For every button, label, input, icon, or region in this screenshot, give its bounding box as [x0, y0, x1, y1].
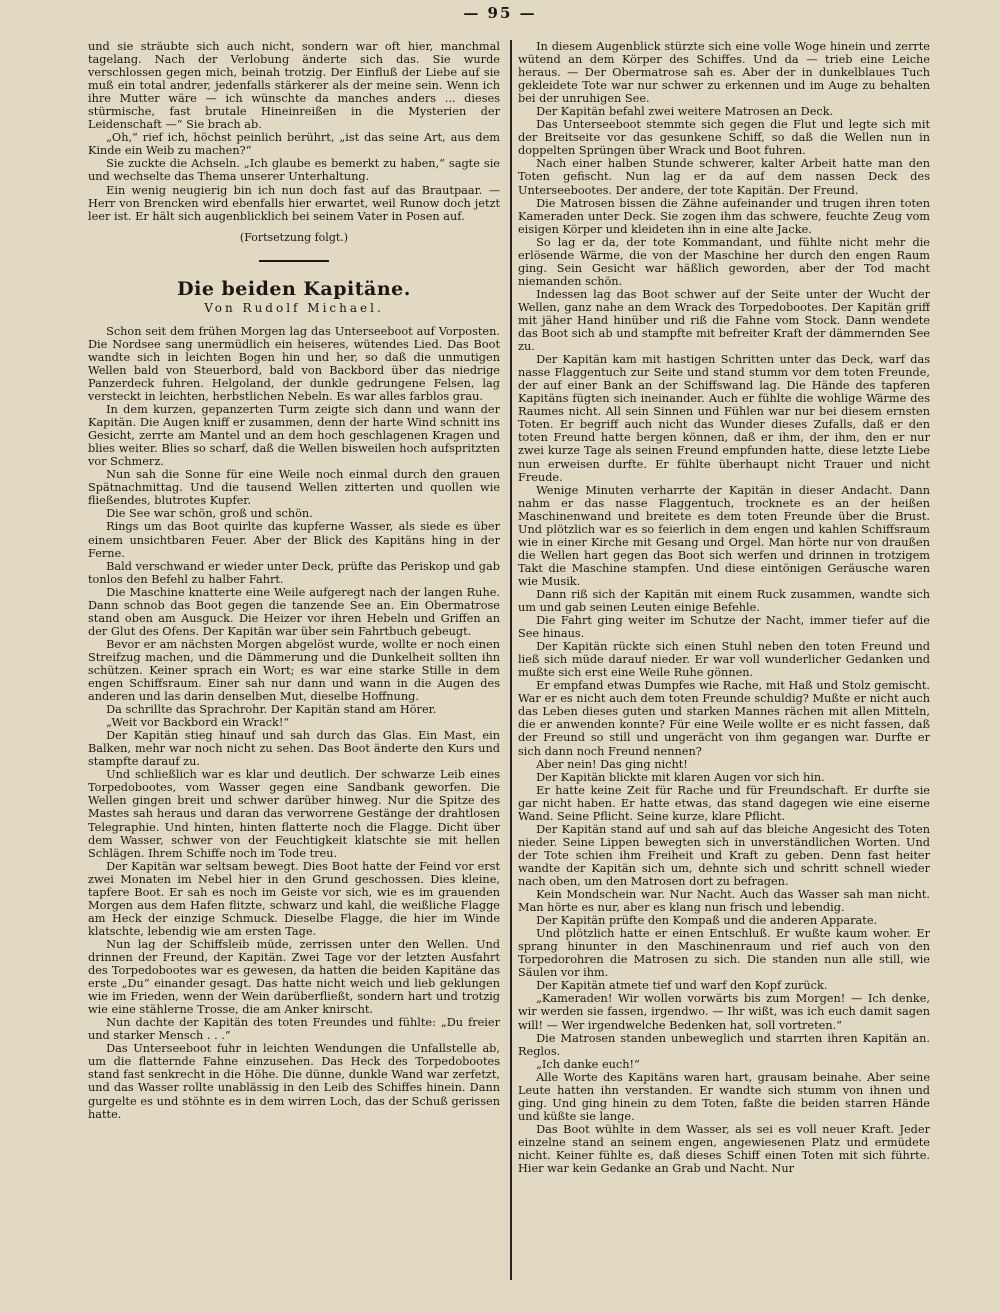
paragraph: Der Kapitän war seltsam bewegt. Dies Boot hatte der Feind vor erst zwei Monaten im Nebel hier in den Grund geschossen. Dies kleine, tapfere Boot. Er sah es noch im Geiste vor sich, wie es im grauenden Morgen aus dem Hafen flitzte, schwarz und kahl, die weißliche Flagge am Heck der einzige Schmuck. Dieselbe Flagge, die hier im Winde klatschte, lebendig wie am ersten Tage.: [88, 859, 500, 938]
paragraph: Aber nein! Das ging nicht!: [536, 757, 688, 771]
paragraph: Der Kapitän kam mit hastigen Schritten unter das Deck, warf das nasse Flaggentuch zur Seite und stand stumm vor dem toten Freunde, der auf einer Bank an der Schiffswand lag. Die Hände des tapferen Kapitäns fügten sich ineinander. Auch er fühlte die wohlige Wärme des Raumes nicht. All sein Sinnen und Fühlen war nur bei diesem ernsten Toten. Er begriff auch nicht das Wunder dieses Zufalls, daß er den toten Freund hatte bergen können, daß er ihm, der ihm, den er nur zwei kurze Tage als seinen Freund empfunden hatte, diese letzte Liebe nun erweisen durfte. Er fühlte überhaupt nicht Trauer und nicht Freude.: [518, 353, 930, 484]
paragraph: In dem kurzen, gepanzerten Turm zeigte sich dann und wann der Kapitän. Die Augen kniff er zusammen, denn der harte Wind schnitt ins Gesicht, zerrte am Mantel und an dem hoch geschlagenen Kragen und blies weiter. Blies so scharf, daß die Wellen bisweilen hoch aufspritzten vor Schmerz.: [88, 403, 500, 469]
paragraph: So lag er da, der tote Kommandant, und fühlte nicht mehr die erlösende Wärme, die von der Maschine her durch den engen Raum ging. Sein Gesicht war häßlich geworden, aber der Tod macht niemanden schön.: [518, 235, 930, 288]
paragraph: Nun lag der Schiffsleib müde, zerrissen unter den Wellen. Und drinnen der Freund, der Kapitän. Zwei Tage vor der letzten Ausfahrt des Torpedobootes war es gewesen, da hatten die beiden Kapitäne das erste „Du“ einander gesagt. Das hatte nicht weich und lieb geklungen wie im Frieden, wenn der Wein darüberfließt, sondern hart und trotzig wie eine stählerne Trosse, die am Anker knirscht.: [88, 937, 500, 1017]
paragraph: Der Kapitän stieg hinauf und sah durch das Glas. Ein Mast, ein Balken, mehr war noch nicht zu sehen. Das Boot änderte den Kurs und stampfte darauf zu.: [88, 729, 500, 769]
paragraph: Ein wenig neugierig bin ich nun doch fast auf das Brautpaar. — Herr von Brencken wird ebenfalls hier erwartet, weil Runow doch jetzt leer ist. Er hält sich augenblicklich bei seinem Vater in Posen auf.: [88, 183, 500, 223]
paragraph: Wenige Minuten verharrte der Kapitän in dieser Andacht. Dann nahm er das nasse Flaggentuch, trocknete es an der heißen Maschinenwand und breitete es dem toten Freunde über die Brust. Und plötzlich war es so feierlich in dem engen und kahlen Schiffsraum wie in einer Kirche mit Gesang und Orgel. Man hörte nur von draußen die Wellen hart gegen das Boot sich werfen und drinnen in trotzigem Takt die Maschine stampfen. Und diese eintönigen Geräusche waren wie Musik.: [518, 483, 930, 588]
paragraph: „Ich danke euch!“: [536, 1057, 640, 1071]
story-title: Die beiden Kapitäne.: [177, 277, 411, 300]
paragraph: Der Kapitän prüfte den Kompaß und die anderen Apparate.: [536, 914, 878, 928]
section-divider: [259, 260, 329, 262]
paragraph: Die Matrosen standen unbeweglich und starrten ihren Kapitän an. Reglos.: [518, 1031, 930, 1058]
paragraph: Die See war schön, groß und schön.: [106, 507, 313, 521]
paragraph: Indessen lag das Boot schwer auf der Seite unter der Wucht der Wellen, ganz nahe an dem Wrack des Torpedobootes. Der Kapitän griff mit jäher Hand hinüber und riß die Fahne vom Stock. Dann wendete das Boot sich ab und stampfte mit befreiter Kraft der dämmernden See zu.: [518, 287, 930, 354]
paragraph: „Oh,“ rief ich, höchst peinlich berührt, „ist das seine Art, aus dem Kinde ein Weib zu machen?“: [88, 131, 500, 158]
paragraph: Er empfand etwas Dumpfes wie Rache, mit Haß und Stolz gemischt. War er es nicht auch dem toten Freunde schuldig? Mußte er nicht auch das Leben dieses guten und starken Mannes rächen mit allen Mitteln, die er anwenden konnte? Für eine Weile wollte er es nicht fassen, daß der Freund so still und ungerächt von ihm gegangen war. Durfte er sich dann noch Freund nennen?: [518, 679, 930, 758]
paragraph: Dann riß sich der Kapitän mit einem Ruck zusammen, wandte sich um und gab seinen Leuten einige Befehle.: [518, 587, 930, 615]
paragraph: Nun dachte der Kapitän des toten Freundes und fühlte: „Du freier und starker Mensch . . .“: [88, 1016, 500, 1043]
paragraph: Kein Mondschein war. Nur Nacht. Auch das Wasser sah man nicht. Man hörte es nur, aber es klang nun frisch und lebendig.: [518, 888, 930, 915]
paragraph: Rings um das Boot quirlte das kupferne Wasser, als siede es über einem unsichtbaren Feuer. Aber der Blick des Kapitäns hing in der Ferne.: [88, 520, 500, 560]
paragraph: Alle Worte des Kapitäns waren hart, grausam beinahe. Aber seine Leute hatten ihn verstanden. Er wandte sich stumm von ihnen und ging. Und ging hinein zu dem Toten, faßte die beiden starren Hände und küßte sie lange.: [518, 1070, 930, 1123]
paragraph: Bevor er am nächsten Morgen abgelöst wurde, wollte er noch einen Streifzug machen, und die Dämmerung und die Dunkelheit sollten ihn schützen. Keiner sprach ein Wort; es war eine starke Stille in dem engen Schiffsraum. Einer sah nur dann und wann in die Augen des anderen und las darin denselben Mut, dieselbe Hoffnung.: [88, 637, 500, 704]
paragraph: Bald verschwand er wieder unter Deck, prüfte das Periskop und gab tonlos den Befehl zu halber Fahrt.: [88, 559, 500, 586]
paragraph: und sie sträubte sich auch nicht, sondern war oft hier, manchmal tagelang. Nach der Verlobung änderte sich das. Sie wurde verschlossen gegen mich, beinah trotzig. Der Einfluß der Liebe auf sie muß ein total andrer, jedenfalls stärkerer als der meine sein. Wenn ich ihre Mutter wäre — ich wünschte da manches anders ... dieses stürmische, fast brutale Hineinreißen in die Mysterien der Leidenschaft —“ Sie brach ab.: [88, 40, 500, 132]
paragraph: Das Unterseeboot stemmte sich gegen die Flut und legte sich mit der Breitseite vor das gesunkene Schiff, so daß die Wellen nun in doppelten Sprüngen über Wrack und Boot fuhren.: [518, 118, 930, 158]
paragraph: Nun sah die Sonne für eine Weile noch einmal durch den grauen Spätnachmittag. Und die tausend Wellen zitterten und quollen wie fließendes, blutrotes Kupfer.: [88, 468, 500, 508]
paragraph: Die Fahrt ging weiter im Schutze der Nacht, immer tiefer auf die See hinaus.: [518, 614, 930, 641]
paragraph: Sie zuckte die Achseln. „Ich glaube es bemerkt zu haben,“ sagte sie und wechselte das Thema unserer Unterhaltung.: [88, 157, 500, 184]
left-column: [88, 40, 500, 1285]
paragraph: „Weit vor Backbord ein Wrack!“: [106, 716, 290, 730]
story-byline: Von Rudolf Michael.: [204, 300, 384, 315]
paragraph: Und plötzlich hatte er einen Entschluß. Er wußte kaum woher. Er sprang hinunter in den Maschinenraum und rief auch von den Torpedorohren die Matrosen zu sich. Die standen nun alle still, wie Säulen vor ihm.: [518, 927, 930, 980]
paragraph: In diesem Augenblick stürzte sich eine volle Woge hinein und zerrte wütend an dem Körper des Schiffes. Und da — trieb eine Leiche heraus. — Der Obermatrose sah es. Aber der in dunkelblaues Tuch gekleidete Tote war nur schwer zu erkennen und im Auge zu behalten bei der unruhigen See.: [518, 40, 930, 106]
paragraph: Der Kapitän befahl zwei weitere Matrosen an Deck.: [536, 105, 834, 119]
paragraph: Er hatte keine Zeit für Rache und für Freundschaft. Er durfte sie gar nicht haben. Er hatte etwas, das stand dagegen wie eine eiserne Wand. Seine Pflicht. Seine kurze, klare Pflicht.: [518, 783, 930, 823]
paragraph: Schon seit dem frühen Morgen lag das Unterseeboot auf Vorposten. Die Nordsee sang unermüdlich ein heiseres, wütendes Lied. Das Boot wandte sich in leichten Bogen hin und her, so daß die unmutigen Wellen bald von Steuerbord, bald von Backbord über das niedrige Panzerdeck fuhren. Helgoland, der dunkle gedrungene Felsen, lag versteckt in leichten, herbstlichen Nebeln. Es war alles farblos grau.: [88, 324, 500, 403]
paragraph: Und schließlich war es klar und deutlich. Der schwarze Leib eines Torpedobootes, vom Wasser gegen eine Sandbank geworfen. Die Wellen gingen breit und schwer darüber hinweg. Nur die Spitze des Mastes sah heraus und daran das verworrene Gestänge der drahtlosen Telegraphie. Und hinten, hinten flatterte noch die Flagge. Dicht über dem Wasser, schwer von der Feuchtigkeit klatschte sie mit hellen Schlägen. Ihrem Schiffe noch im Tode treu.: [88, 768, 500, 860]
paragraph: Die Matrosen bissen die Zähne aufeinander und trugen ihren toten Kameraden unter Deck. Sie zogen ihm das schwere, feuchte Zeug vom eisigen Körper und kleideten ihn in eine alte Jacke.: [518, 196, 930, 236]
paragraph: Die Maschine knatterte eine Weile aufgeregt nach der langen Ruhe. Dann schnob das Boot gegen die tanzende See an. Ein Obermatrose stand oben am Ausguck. Die Heizer vor ihren Hebeln und Griffen an der Glut des Ofens. Der Kapitän war über sein Fahrtbuch gebeugt.: [88, 585, 500, 638]
paragraph: Der Kapitän stand auf und sah auf das bleiche Angesicht des Toten nieder. Seine Lippen bewegten sich in unverständlichen Worten. Und der Tote schien ihm Freiheit und Kraft zu geben. Denn fast heiter wandte der Kapitän sich um, dehnte sich und schritt schnell wieder nach oben, um den Matrosen dort zu befragen.: [518, 822, 930, 888]
paragraph: Das Unterseeboot fuhr in leichten Wendungen die Unfallstelle ab, um die flatternde Fahne einzusehen. Das Heck des Torpedobootes stand fast senkrecht in die Höhe. Die dünne, dunkle Wand war zerfetzt, und das Wasser rollte unablässig in den Leib des Schiffes hinein. Dann gurgelte es und stöhnte es in dem wirren Loch, das der Schuß gerissen hatte.: [88, 1042, 500, 1121]
paragraph: Nach einer halben Stunde schwerer, kalter Arbeit hatte man den Toten gefischt. Nun lag er da auf dem nassen Deck des Unterseebootes. Der andere, der tote Kapitän. Der Freund.: [518, 157, 930, 197]
paragraph: „Kameraden! Wir wollen vorwärts bis zum Morgen! — Ich denke, wir werden sie fassen, irgendwo. — Ihr wißt, was ich euch damit sagen will! — Wer irgendwelche Bedenken hat, soll vortreten.“: [518, 992, 930, 1032]
paragraph: Da schrillte das Sprachrohr. Der Kapitän stand am Hörer.: [106, 703, 437, 717]
continuation-note: (Fortsetzung folgt.): [239, 230, 349, 244]
page-number: — 95 —: [463, 4, 537, 22]
column-divider: [510, 40, 512, 1280]
paragraph: Der Kapitän rückte sich einen Stuhl neben den toten Freund und ließ sich müde darauf nieder. Er war voll wunderlicher Gedanken und mußte sich erst eine Weile Ruhe gönnen.: [518, 640, 930, 680]
right-column: [518, 40, 930, 1285]
paragraph: Das Boot wühlte in dem Wasser, als sei es voll neuer Kraft. Jeder einzelne stand an seinem engen, angewiesenen Platz und ermüdete nicht. Keiner fühlte es, daß dieses Schiff einen Toten mit sich führte. Hier war kein Gedanke an Grab und Nacht. Nur: [518, 1122, 930, 1176]
paragraph: Der Kapitän atmete tief und warf den Kopf zurück.: [536, 979, 828, 993]
paragraph: Der Kapitän blickte mit klaren Augen vor sich hin.: [536, 770, 825, 784]
